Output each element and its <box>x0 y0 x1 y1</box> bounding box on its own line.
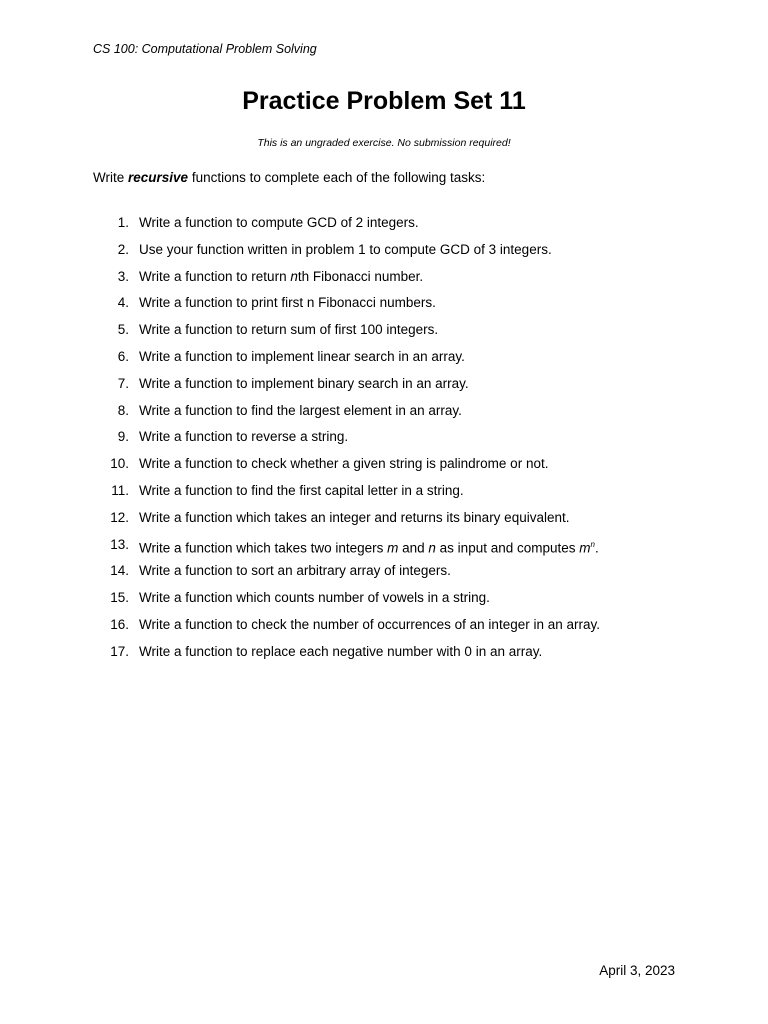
task-item <box>0 321 768 348</box>
task-number: 14. <box>110 563 129 579</box>
task-number: 12. <box>110 509 129 525</box>
task-text-part: Write a function to return <box>139 268 291 284</box>
task-list <box>0 214 768 670</box>
page-title: Practice Problem Set 11 <box>242 87 526 115</box>
task-text: Write a function to find the first capital letter in a string. <box>139 482 464 498</box>
task-number: 11. <box>111 482 129 498</box>
task-number: 6. <box>117 348 129 364</box>
task-item <box>0 562 768 589</box>
power-exponent: n <box>590 539 595 549</box>
task-text: Write a function to return sum of first 100 integers. <box>139 322 439 338</box>
task-text-part: . <box>594 540 599 556</box>
task-text: Write a function to reverse a string. <box>139 429 349 445</box>
task-number: 3. <box>117 268 129 284</box>
task-text: Write a function to find the largest element in an array. <box>139 402 462 418</box>
task-number: 2. <box>117 241 129 257</box>
task-number: 15. <box>110 590 129 606</box>
task-text: Write a function to implement binary search in an array. <box>139 375 469 391</box>
task-number: 8. <box>117 402 129 418</box>
task-text-part: and <box>398 540 429 556</box>
task-number: 7. <box>117 375 129 391</box>
task-text-italic: n <box>428 540 436 556</box>
task-text: Write a function to replace each negative number with 0 in an array. <box>139 643 543 659</box>
task-item <box>0 643 768 670</box>
task-text-italic: m <box>387 540 399 556</box>
task-item <box>0 214 768 241</box>
task-text <box>139 268 423 286</box>
instructions-prefix: Write <box>93 170 129 185</box>
task-text: Write a function to sort an arbitrary array of integers. <box>139 563 451 579</box>
task-text-italic: n <box>290 268 298 284</box>
task-number: 16. <box>110 616 129 632</box>
task-text <box>139 536 599 558</box>
footer-date: April 3, 2023 <box>599 963 675 978</box>
task-item <box>0 375 768 402</box>
task-item <box>0 402 768 429</box>
task-number: 10. <box>110 456 129 472</box>
power-base: m <box>579 540 591 556</box>
task-number: 5. <box>117 322 129 338</box>
page-subtitle: This is an ungraded exercise. No submission required! <box>257 137 511 149</box>
course-header: CS 100: Computational Problem Solving <box>93 42 317 56</box>
task-text: Write a function which takes an integer and returns its binary equivalent. <box>139 509 570 525</box>
task-text: Write a function which counts number of vowels in a string. <box>139 590 490 606</box>
task-number: 13. <box>110 536 129 552</box>
instructions-emphasis: recursive <box>128 170 189 185</box>
task-item <box>0 348 768 375</box>
task-text: Write a function to check whether a given string is palindrome or not. <box>139 456 549 472</box>
task-item <box>0 509 768 536</box>
task-text: Use your function written in problem 1 to compute GCD of 3 integers. <box>139 241 552 257</box>
task-text: Write a function to print first n Fibonacci numbers. <box>139 295 436 311</box>
task-number: 9. <box>117 429 129 445</box>
task-item <box>0 536 768 563</box>
task-number: 1. <box>117 215 129 230</box>
task-item <box>0 268 768 295</box>
task-item <box>0 455 768 482</box>
task-text-part: th Fibonacci number. <box>297 268 424 284</box>
task-item <box>0 616 768 643</box>
task-item <box>0 241 768 268</box>
task-text: Write a function to implement linear search in an array. <box>139 348 465 364</box>
instructions-suffix: functions to complete each of the following tasks: <box>188 170 486 185</box>
task-text-part: Write a function which takes two integers <box>139 540 388 556</box>
task-text: Write a function to compute GCD of 2 integers. <box>139 215 419 230</box>
instructions <box>93 170 485 185</box>
task-item <box>0 589 768 616</box>
task-item <box>0 294 768 321</box>
task-text: Write a function to check the number of occurrences of an integer in an array. <box>139 616 600 632</box>
task-number: 17. <box>110 643 129 659</box>
task-text-part: as input and computes <box>435 540 580 556</box>
task-item <box>0 428 768 455</box>
task-number: 4. <box>117 295 129 311</box>
task-item <box>0 482 768 509</box>
